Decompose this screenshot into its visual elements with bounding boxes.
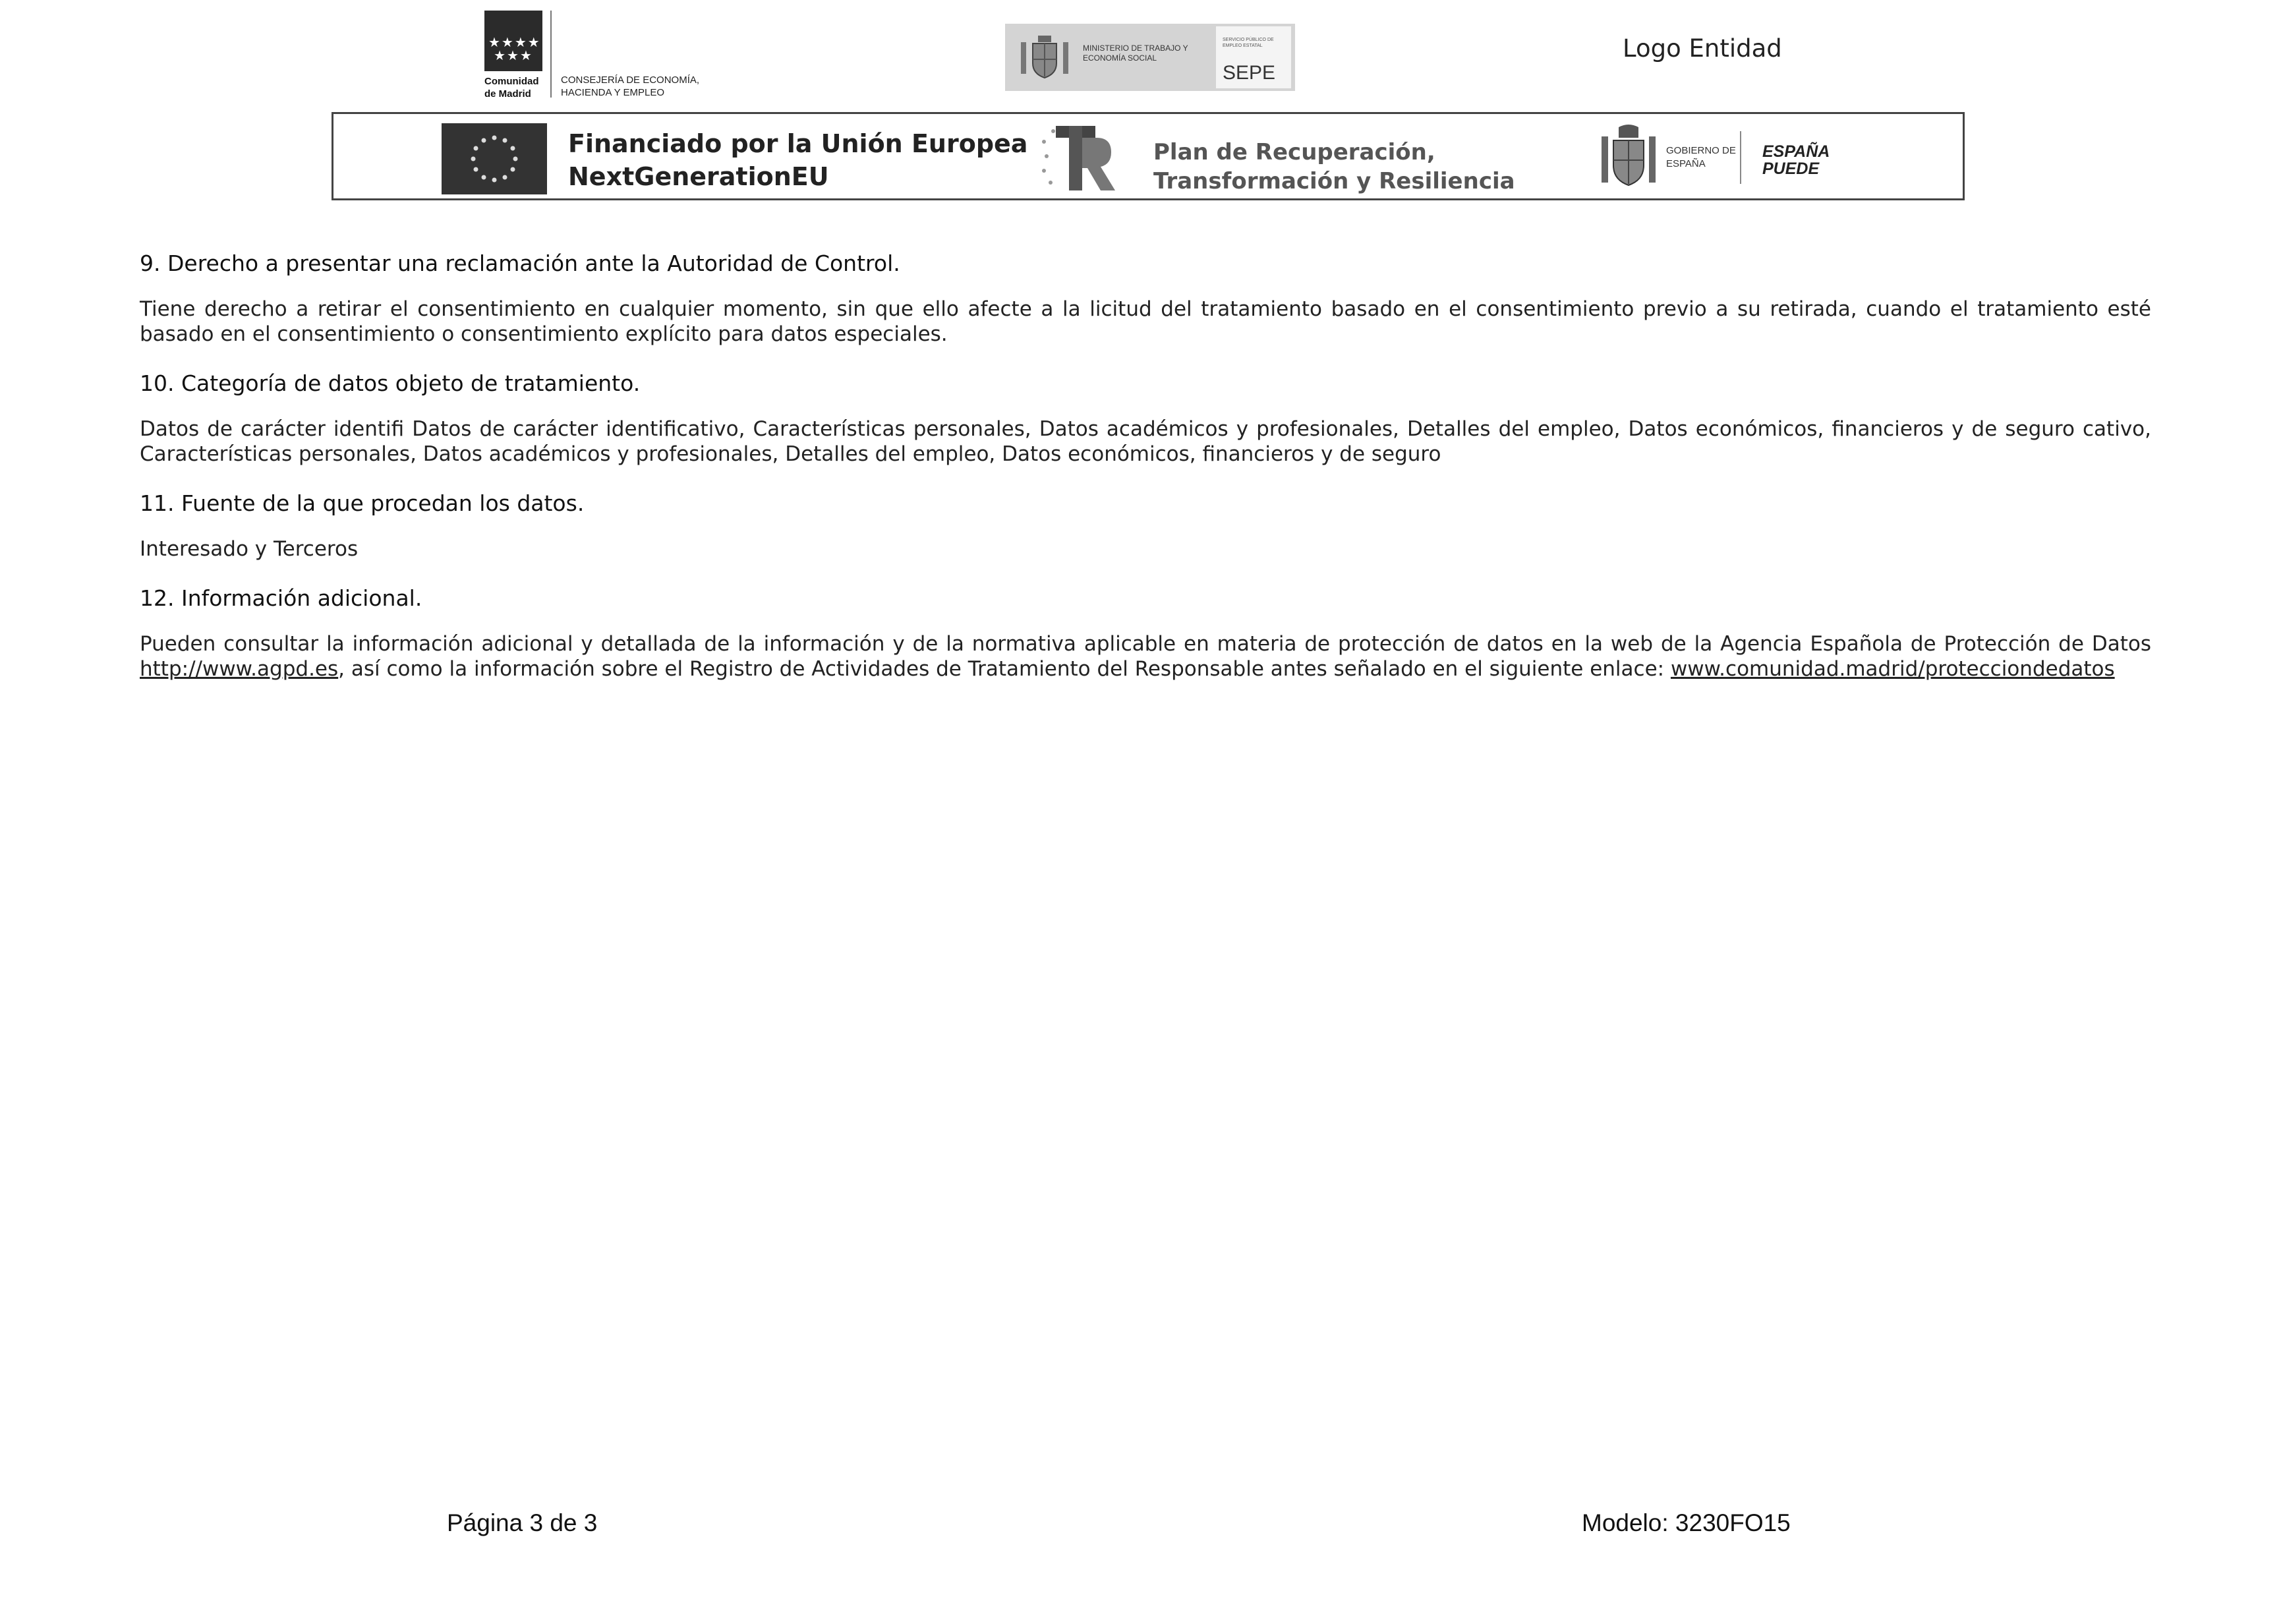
section-12-title: 12. Información adicional. (140, 585, 422, 611)
funding-banner (332, 112, 1965, 200)
sepe-logo (1216, 26, 1291, 88)
recovery-plan-text (1153, 138, 1515, 196)
document-body (140, 250, 2151, 705)
page-number: Página 3 de 3 (447, 1509, 598, 1536)
espana-puede-line1: ESPAÑA (1762, 142, 1830, 161)
banner-divider (1740, 131, 1741, 184)
gobierno-espana-name: GOBIERNO DE ESPAÑA (1666, 145, 1736, 169)
proteccion-datos-link[interactable]: www.comunidad.madrid/protecciondedatos (1670, 657, 2115, 681)
gobierno-coat-of-arms-icon (1599, 123, 1658, 192)
agpd-link[interactable]: http://www.agpd.es (140, 657, 339, 681)
recovery-plan-line1: Plan de Recuperación, (1153, 139, 1435, 165)
recovery-plan-tr-icon (1039, 122, 1118, 194)
comunidad-madrid-logo (484, 11, 722, 100)
section-12-text-before: Pueden consultar la información adicional y detallada de la información y de la normativa aplicable en materia de protección de datos en la web de la Agencia Española de Protección de Datos (140, 632, 2151, 656)
ministerio-name: MINISTERIO DE TRABAJO Y ECONOMÍA SOCIAL (1083, 44, 1188, 63)
eu-funding-line2: NextGenerationEU (568, 162, 829, 191)
recovery-plan-line2: Transformación y Resiliencia (1153, 168, 1515, 194)
section-10-text: Datos de carácter identifi Datos de carácter identificativo, Características personales, Datos académicos y profesionales, Detalles del empleo, Datos económicos, financieros y de seguro cativo, Características personales, Datos académicos y profesionales, Detalles del empleo, Datos económicos, financieros y de seguro (140, 417, 2151, 466)
section-10-title: 10. Categoría de datos objeto de tratamiento. (140, 370, 641, 396)
sepe-full-name: SERVICIO PÚBLICO DE EMPLEO ESTATAL (1223, 38, 1274, 48)
eu-flag-icon (442, 123, 547, 194)
spain-coat-of-arms-icon (1018, 33, 1071, 82)
logo-entidad-placeholder: Logo Entidad (1623, 34, 1782, 63)
espana-puede-line2: PUEDE (1762, 160, 1820, 178)
espana-puede-logo (1762, 143, 1830, 177)
ministerio-sepe-logo (1005, 24, 1295, 91)
section-11-text: Interesado y Terceros (140, 537, 359, 561)
eu-funding-line1: Financiado por la Unión Europea (568, 129, 1028, 158)
eu-funding-text (568, 127, 1027, 193)
section-9-text: Tiene derecho a retirar el consentimiento en cualquier momento, sin que ello afecte a la licitud del tratamiento basado en el consentimiento previo a su retirada, cuando el tratamiento esté basado en el consentimiento o consentimiento explícito para datos especiales. (140, 297, 2151, 346)
section-11-title: 11. Fuente de la que procedan los datos. (140, 490, 585, 516)
logo-divider (550, 11, 552, 98)
sepe-acronym: SEPE (1223, 62, 1276, 84)
consejeria-name: CONSEJERÍA DE ECONOMÍA, HACIENDA Y EMPLEO (561, 74, 700, 98)
comunidad-madrid-name: Comunidad de Madrid (484, 76, 539, 100)
section-12-text-middle: , así como la información sobre el Registro de Actividades de Tratamiento del Responsable antes señalado en el siguiente enlace: (338, 657, 1671, 681)
comunidad-madrid-flag-icon: ★★★★ ★★★ (484, 11, 542, 71)
section-9-title: 9. Derecho a presentar una reclamación ante la Autoridad de Control. (140, 250, 900, 276)
section-12-text (140, 631, 2151, 682)
model-number: Modelo: 3230FO15 (1582, 1509, 1791, 1536)
